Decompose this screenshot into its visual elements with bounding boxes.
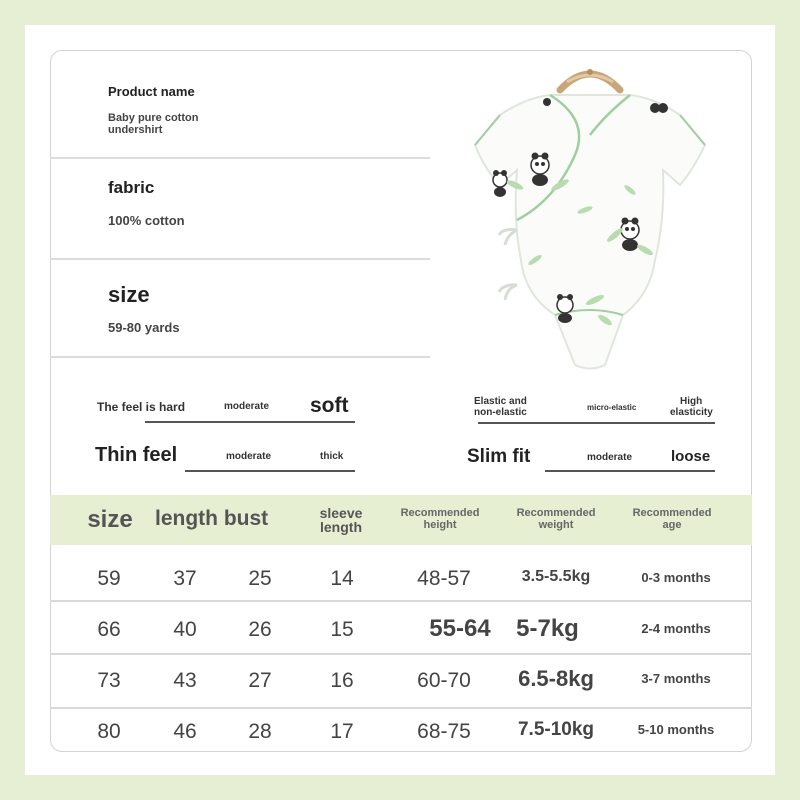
cell-height: 60-70	[417, 669, 471, 692]
cell-length: 46	[173, 720, 197, 743]
cell-weight: 3.5-5.5kg	[521, 568, 591, 585]
cell-bust: 28	[248, 720, 272, 743]
cell-age: 0-3 months	[641, 570, 711, 585]
divider	[50, 356, 430, 358]
product-name-value-line2: undershirt	[108, 124, 163, 136]
cell-bust: 26	[248, 618, 272, 641]
feel-hard-label: The feel is hard	[97, 400, 186, 414]
cell-sleeve: 16	[330, 669, 354, 692]
header-weight-line2: weight	[538, 519, 574, 531]
header-length-bust: length bust	[155, 507, 269, 530]
cell-size: 73	[97, 669, 121, 692]
cell-weight: 6.5-8kg	[518, 666, 594, 691]
elastic-high-line1: High	[680, 396, 703, 407]
cell-length: 40	[173, 618, 197, 641]
feel-scale-line	[145, 421, 355, 423]
product-name-value-line1: Baby pure cotton	[108, 112, 199, 124]
cell-length: 43	[173, 669, 197, 692]
slim-fit-label: Slim fit	[467, 446, 531, 467]
elastic-high-line2: elasticity	[670, 407, 713, 418]
cell-bust: 27	[248, 669, 272, 692]
fit-moderate-label: moderate	[587, 452, 633, 463]
cell-sleeve: 17	[330, 720, 354, 743]
header-weight-line1: Recommended	[516, 507, 596, 519]
cell-length: 37	[173, 567, 197, 590]
thick-label: thick	[320, 451, 344, 462]
header-height-line2: height	[423, 519, 457, 531]
size-label: size	[108, 282, 150, 307]
loose-label: loose	[671, 448, 711, 465]
cell-age: 3-7 months	[641, 671, 711, 686]
divider	[50, 258, 430, 260]
cell-weight: 5-7kg	[516, 615, 579, 642]
fabric-value: 100% cotton	[108, 213, 185, 228]
cell-age: 5-10 months	[637, 722, 715, 737]
header-size: size	[87, 506, 133, 533]
cell-height: 55-64	[429, 615, 491, 642]
fabric-label: fabric	[108, 178, 155, 197]
cell-sleeve: 15	[330, 618, 354, 641]
feel-moderate-label: moderate	[224, 401, 270, 412]
product-name-label: Product name	[108, 84, 195, 99]
row-divider	[50, 653, 752, 655]
divider	[50, 157, 430, 159]
cell-size: 66	[97, 618, 121, 641]
cell-bust: 25	[248, 567, 272, 590]
cell-weight: 7.5-10kg	[517, 719, 595, 740]
feel-soft-label: soft	[310, 394, 349, 417]
header-sleeve-line2: length	[320, 519, 362, 535]
row-divider	[50, 600, 752, 602]
micro-elastic-label: micro-elastic	[587, 403, 637, 412]
cell-height: 48-57	[417, 567, 471, 590]
fit-scale-line	[545, 470, 715, 472]
cell-height: 68-75	[417, 720, 471, 743]
size-value: 59-80 yards	[108, 320, 180, 335]
thickness-scale-line	[185, 470, 355, 472]
thin-feel-label: Thin feel	[95, 444, 178, 466]
header-sleeve-line1: sleeve	[319, 505, 363, 521]
elastic-left-line1: Elastic and	[474, 396, 527, 407]
thickness-moderate-label: moderate	[226, 451, 272, 462]
row-divider	[50, 707, 752, 709]
onesie-image	[455, 60, 725, 380]
elasticity-scale-line	[478, 422, 715, 424]
hanger-icon	[560, 69, 620, 90]
header-age-line1: Recommended	[632, 507, 712, 519]
cell-size: 59	[97, 567, 121, 590]
elastic-left-line2: non-elastic	[474, 407, 527, 418]
cell-sleeve: 14	[330, 567, 354, 590]
header-height-line1: Recommended	[400, 507, 480, 519]
cell-size: 80	[97, 720, 121, 743]
header-age-line2: age	[662, 519, 682, 531]
cell-age: 2-4 months	[641, 621, 711, 636]
